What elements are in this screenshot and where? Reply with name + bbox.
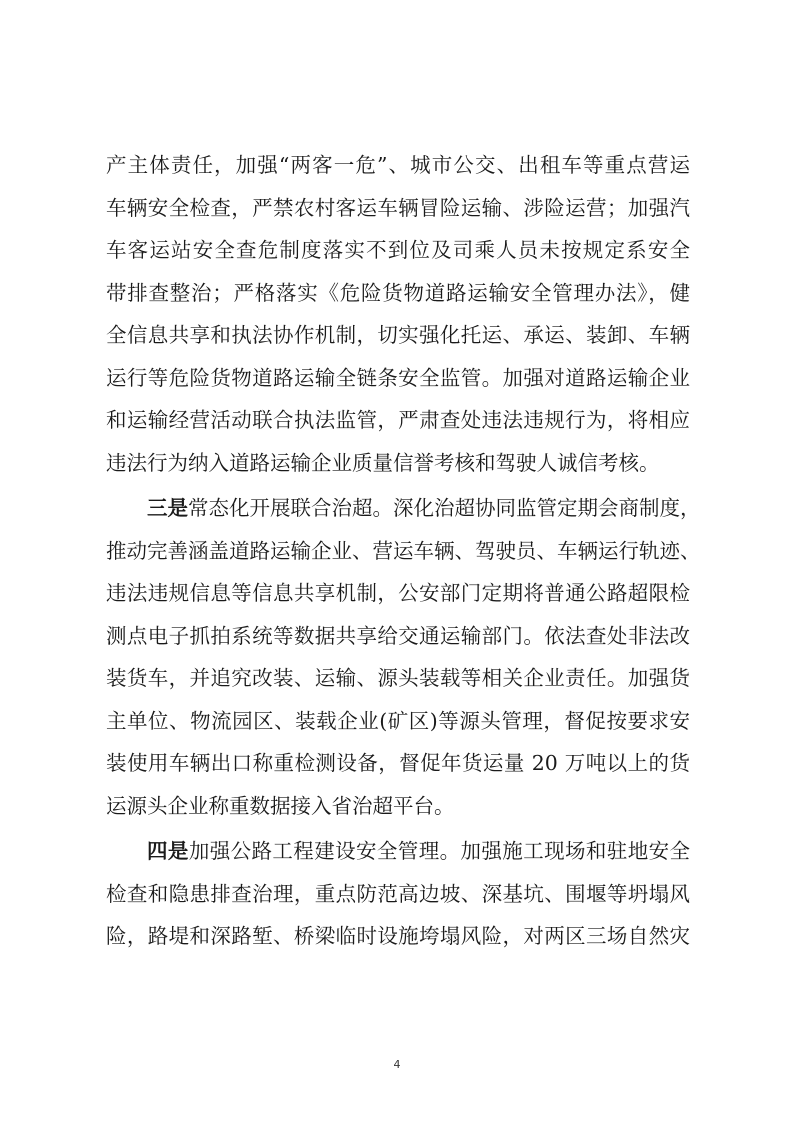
page-number: 4	[393, 1058, 401, 1071]
paragraph-1	[106, 144, 690, 484]
paragraph-2	[106, 487, 701, 827]
paragraph-line-text: 加强公路工程建设安全管理。加强施工现场和驻地安全	[188, 839, 691, 863]
paragraph-line: 车辆安全检查，严禁农村客运车辆冒险运输、涉险运营；加强汽	[106, 195, 690, 220]
paragraph-line: 违法违规信息等信息共享机制，公安部门定期将普通公路超限检	[106, 581, 690, 605]
paragraph-lead: 三是	[147, 496, 188, 520]
paragraph-first-line	[106, 830, 690, 873]
paragraph-line: 全信息共享和执法协作机制，切实强化托运、承运、装卸、车辆	[106, 323, 690, 347]
paragraph-line: 装货车，并追究改装、运输、源头装载等相关企业责任。加强货	[106, 666, 690, 690]
paragraph-line-text: 常态化开展联合治超。深化治超协同监管定期会商制度，	[188, 496, 701, 520]
paragraph-3	[106, 830, 690, 958]
paragraph-line: 检查和隐患排查治理，重点防范高边坡、深基坑、围堰等坍塌风	[106, 881, 690, 906]
paragraph-line: 运行等危险货物道路运输全链条安全监管。加强对道路运输企业	[106, 365, 690, 390]
paragraph-line: 装使用车辆出口称重检测设备，督促年货运量 20 万吨以上的货	[106, 751, 690, 775]
paragraph-line: 推动完善涵盖道路运输企业、营运车辆、驾驶员、车辆运行轨迹、	[106, 538, 701, 563]
paragraph-line: 车客运站安全查危制度落实不到位及司乘人员未按规定系安全	[106, 238, 690, 262]
paragraph-lead: 四是	[147, 839, 189, 863]
paragraph-line: 主单位、物流园区、装载企业(矿区)等源头管理，督促按要求安	[106, 708, 690, 733]
paragraph-line: 和运输经营活动联合执法监管，严肃查处违法违规行为，将相应	[106, 408, 690, 432]
paragraph-first-line	[106, 487, 701, 530]
paragraph-line: 运源头企业称重数据接入省治超平台。	[106, 793, 455, 818]
paragraph-line: 测点电子抓拍系统等数据共享给交通运输部门。依法查处非法改	[106, 623, 690, 648]
paragraph-line: 带排查整治；严格落实《危险货物道路运输安全管理办法》，健	[106, 280, 690, 305]
paragraph-line: 违法行为纳入道路运输企业质量信誉考核和驾驶人诚信考核。	[106, 450, 660, 475]
body-text	[106, 144, 701, 958]
paragraph-line: 产主体责任，加强“两客一危”、城市公交、出租车等重点营运	[106, 153, 690, 177]
paragraph-line: 险，路堤和深路堑、桥梁临时设施垮塌风险，对两区三场自然灾	[106, 924, 690, 948]
